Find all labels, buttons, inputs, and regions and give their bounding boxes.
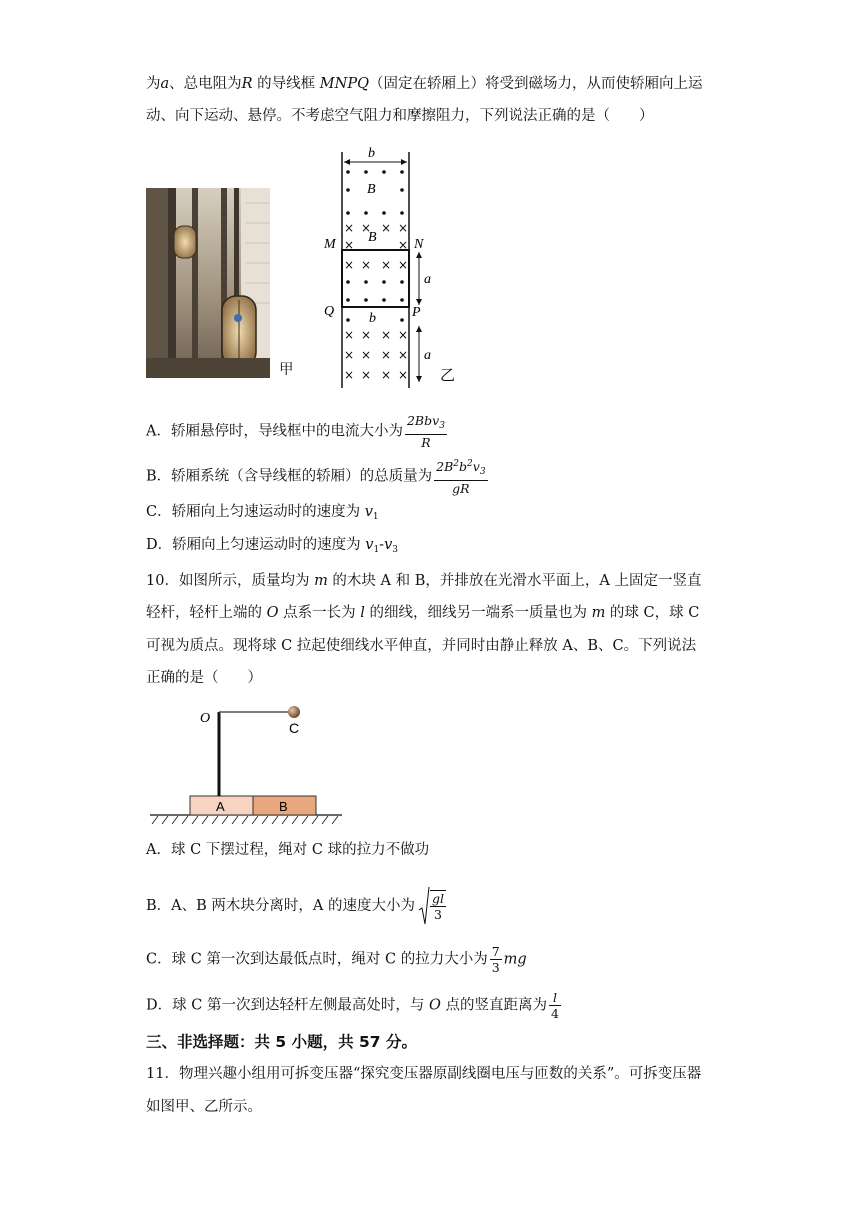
svg-text:×: × <box>344 258 355 272</box>
option-text: B．A、B 两木块分离时，A 的速度大小为 <box>146 898 415 914</box>
subscript: 1 <box>373 545 380 555</box>
svg-text:×: × <box>381 368 392 382</box>
svg-text:×: × <box>361 221 372 235</box>
subscript: 3 <box>392 545 399 555</box>
label-B1: B <box>367 182 376 197</box>
text-run: 的细线，细线另一端系一质量也为 <box>364 605 592 621</box>
numerator: l <box>549 990 561 1006</box>
var-a: a <box>160 76 170 92</box>
svg-text:×: × <box>381 348 392 362</box>
var-O: O <box>429 997 441 1014</box>
numerator: gl <box>431 891 444 906</box>
label-C: C <box>289 720 300 736</box>
var: O <box>266 605 279 621</box>
denominator: gR <box>452 481 470 496</box>
var: m <box>314 573 328 589</box>
option-text: C．轿厢向上匀速运动时的速度为 <box>146 504 365 520</box>
label-a2: a <box>424 348 431 363</box>
q10-line4: 正确的是（ ） <box>146 670 262 686</box>
sqrt <box>418 886 448 926</box>
option-text: 点的竖直距离为 <box>440 997 548 1014</box>
label-N: N <box>414 237 424 252</box>
q11-line2: 如图甲、乙所示。 <box>146 1099 262 1115</box>
var-mg: mg <box>503 951 527 968</box>
svg-text:×: × <box>381 221 392 235</box>
section-heading: 三、非选择题：共 5 小题，共 57 分。 <box>146 1033 417 1051</box>
label-P: P <box>412 305 421 320</box>
option-text: B．轿厢系统（含导线框的轿厢）的总质量为 <box>146 468 433 485</box>
denominator: 3 <box>434 907 442 922</box>
svg-text:×: × <box>398 238 409 252</box>
subscript: 1 <box>372 512 379 522</box>
label-b-mid: b <box>369 311 376 326</box>
text-run: 10．如图所示，质量均为 <box>146 573 315 589</box>
superscript: 2 <box>467 459 473 469</box>
svg-text:×: × <box>398 258 409 272</box>
text-run: 的球 C，球 C <box>605 605 700 621</box>
label-A: A <box>216 799 225 814</box>
q9-option-d <box>146 535 726 560</box>
svg-text:×: × <box>361 348 372 362</box>
magnetic-field-diagram <box>318 140 468 390</box>
svg-text:×: × <box>344 368 355 382</box>
svg-text:×: × <box>361 368 372 382</box>
svg-text:×: × <box>344 221 355 235</box>
svg-text:×: × <box>344 328 355 342</box>
label-b-top: b <box>368 146 375 161</box>
q9-option-a <box>146 413 726 450</box>
fraction <box>490 944 502 975</box>
svg-text:×: × <box>398 348 409 362</box>
label-O: O <box>200 711 211 726</box>
text-run: 的木块 A 和 B，并排放在光滑水平面上，A 上固定一竖直 <box>327 573 702 589</box>
text-run: 、总电阻为 <box>169 76 242 92</box>
q10-line1 <box>146 571 726 591</box>
numerator: 7 <box>491 944 500 959</box>
text-run: 点系一长为 <box>278 605 361 621</box>
option-text: D．球 C 第一次到达轻杆左侧最高处时，与 <box>146 997 430 1014</box>
var-R: R <box>241 76 253 92</box>
label-a1: a <box>424 272 431 287</box>
q9-option-b <box>146 457 726 496</box>
q10-option-c <box>146 944 726 975</box>
text-run: （固定在轿厢上）将受到磁场力，从而使轿厢向上运 <box>368 76 703 92</box>
subscript: 3 <box>479 467 486 477</box>
var-v: v <box>384 537 393 553</box>
label-B2: B <box>368 230 377 245</box>
ball-C <box>288 706 300 718</box>
q9-intro-line1 <box>146 74 726 94</box>
q9-intro-line2: 动、向下运动、悬停。不考虑空气阻力和摩擦阻力，下列说法正确的是（ ） <box>146 108 654 124</box>
text-run: 轻杆，轻杆上端的 <box>146 605 267 621</box>
q10-line2 <box>146 603 726 623</box>
elevator-photo <box>146 188 270 378</box>
svg-text:×: × <box>344 238 355 252</box>
svg-text:×: × <box>398 328 409 342</box>
label-yi: 乙 <box>440 366 456 384</box>
pendulum-blocks-diagram <box>146 700 346 830</box>
minus: - <box>379 537 385 553</box>
subscript: 3 <box>439 421 445 431</box>
var-MNPQ: MNPQ <box>319 76 369 92</box>
svg-text:×: × <box>344 348 355 362</box>
text-run: 为 <box>146 76 161 92</box>
q10-line3: 可视为质点。现将球 C 拉起使细线水平伸直，并同时由静止释放 A、B、C。下列说法 <box>146 638 697 654</box>
svg-text:×: × <box>361 258 372 272</box>
label-Q: Q <box>324 304 335 319</box>
fraction <box>549 990 561 1021</box>
option-text: A．轿厢悬停时，导线框中的电流大小为 <box>146 423 403 440</box>
label-M: M <box>324 237 336 252</box>
var: l <box>360 605 365 621</box>
var-v: v <box>364 504 373 520</box>
q10-option-a: A．球 C 下摆过程，绳对 C 球的拉力不做功 <box>146 842 430 858</box>
option-text: C．球 C 第一次到达最低点时，绳对 C 的拉力大小为 <box>146 951 488 968</box>
fraction <box>434 457 487 496</box>
svg-text:×: × <box>398 368 409 382</box>
fraction <box>405 413 447 450</box>
num-part: b <box>459 459 468 474</box>
var-v: v <box>365 537 374 553</box>
num-part: 2B <box>436 459 454 474</box>
option-text: D．轿厢向上匀速运动时的速度为 <box>146 537 366 553</box>
denominator: 3 <box>491 960 500 975</box>
svg-text:×: × <box>381 258 392 272</box>
q9-option-c <box>146 502 726 527</box>
text-run: 的导线框 <box>252 76 320 92</box>
numerator: 2Bbv <box>406 413 440 428</box>
denominator: R <box>421 435 431 450</box>
svg-text:×: × <box>381 328 392 342</box>
q10-option-b <box>146 886 726 926</box>
q10-option-d <box>146 990 726 1021</box>
svg-text:×: × <box>361 328 372 342</box>
elevator-photo-image <box>146 188 270 378</box>
var: m <box>591 605 606 621</box>
num-part: v <box>472 459 480 474</box>
fig9-label-jia: 甲 <box>279 362 294 378</box>
superscript: 2 <box>453 459 460 469</box>
svg-text:×: × <box>398 221 409 235</box>
denominator: 4 <box>551 1006 559 1021</box>
q11-line1: 11．物理兴趣小组用可拆变压器“探究变压器原副线圈电压与匝数的关系”。可拆变压器 <box>146 1066 702 1082</box>
label-B: B <box>279 799 288 814</box>
